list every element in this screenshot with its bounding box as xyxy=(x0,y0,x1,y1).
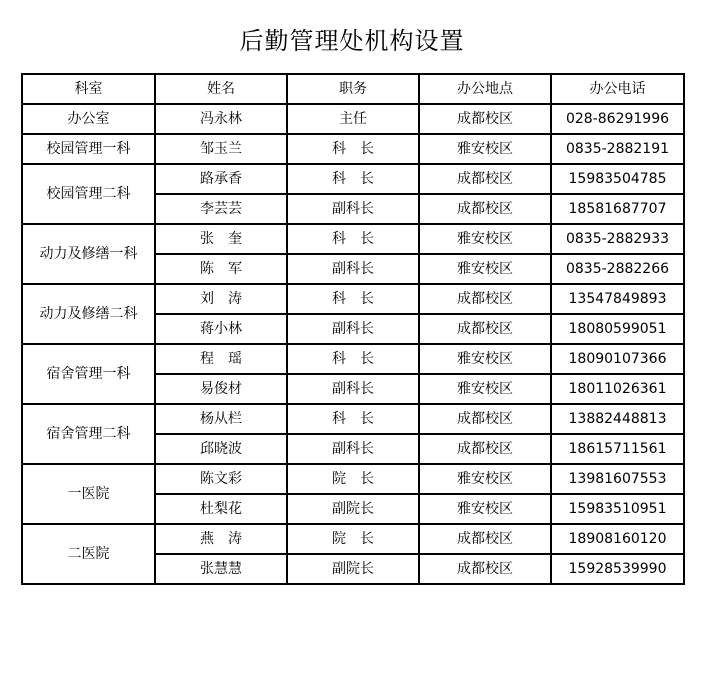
table-row xyxy=(22,104,684,134)
location-cell: 雅安校区 xyxy=(419,464,551,494)
department-cell: 动力及修缮一科 xyxy=(22,224,155,284)
name-cell: 杜梨花 xyxy=(155,494,287,524)
header-row xyxy=(22,74,684,104)
phone-cell: 13882448813 xyxy=(551,404,684,434)
department-cell: 校园管理二科 xyxy=(22,164,155,224)
department-cell: 办公室 xyxy=(22,104,155,134)
location-cell: 雅安校区 xyxy=(419,224,551,254)
department-cell: 宿舍管理二科 xyxy=(22,404,155,464)
location-cell: 雅安校区 xyxy=(419,374,551,404)
table-row xyxy=(22,164,684,194)
location-cell: 雅安校区 xyxy=(419,254,551,284)
table-row xyxy=(22,344,684,374)
name-cell: 冯永林 xyxy=(155,104,287,134)
phone-cell: 18908160120 xyxy=(551,524,684,554)
name-cell: 蒋小林 xyxy=(155,314,287,344)
role-cell: 副院长 xyxy=(287,554,419,584)
table-header xyxy=(22,74,684,104)
phone-cell: 15983504785 xyxy=(551,164,684,194)
location-cell: 成都校区 xyxy=(419,404,551,434)
header-location: 办公地点 xyxy=(419,74,551,104)
table-row xyxy=(22,134,684,164)
phone-cell: 18080599051 xyxy=(551,314,684,344)
location-cell: 雅安校区 xyxy=(419,344,551,374)
name-cell: 易俊材 xyxy=(155,374,287,404)
name-cell: 陈文彩 xyxy=(155,464,287,494)
header-phone: 办公电话 xyxy=(551,74,684,104)
name-cell: 路承香 xyxy=(155,164,287,194)
role-cell: 科 长 xyxy=(287,284,419,314)
location-cell: 成都校区 xyxy=(419,434,551,464)
role-cell: 科 长 xyxy=(287,164,419,194)
header-role: 职务 xyxy=(287,74,419,104)
page-title: 后勤管理处机构设置 xyxy=(239,27,465,55)
location-cell: 成都校区 xyxy=(419,314,551,344)
name-cell: 张 奎 xyxy=(155,224,287,254)
department-cell: 宿舍管理一科 xyxy=(22,344,155,404)
org-table xyxy=(21,73,685,585)
phone-cell: 0835-2882933 xyxy=(551,224,684,254)
role-cell: 科 长 xyxy=(287,404,419,434)
name-cell: 邹玉兰 xyxy=(155,134,287,164)
table-row xyxy=(22,284,684,314)
name-cell: 程 瑶 xyxy=(155,344,287,374)
header-department: 科室 xyxy=(22,74,155,104)
location-cell: 成都校区 xyxy=(419,284,551,314)
phone-cell: 15983510951 xyxy=(551,494,684,524)
phone-cell: 0835-2882266 xyxy=(551,254,684,284)
table-row xyxy=(22,404,684,434)
role-cell: 科 长 xyxy=(287,344,419,374)
location-cell: 雅安校区 xyxy=(419,494,551,524)
phone-cell: 18090107366 xyxy=(551,344,684,374)
phone-cell: 13547849893 xyxy=(551,284,684,314)
name-cell: 燕 涛 xyxy=(155,524,287,554)
table-row xyxy=(22,224,684,254)
role-cell: 科 长 xyxy=(287,224,419,254)
location-cell: 成都校区 xyxy=(419,194,551,224)
location-cell: 成都校区 xyxy=(419,524,551,554)
phone-cell: 0835-2882191 xyxy=(551,134,684,164)
table-row xyxy=(22,464,684,494)
role-cell: 科 长 xyxy=(287,134,419,164)
phone-cell: 18615711561 xyxy=(551,434,684,464)
location-cell: 雅安校区 xyxy=(419,134,551,164)
department-cell: 二医院 xyxy=(22,524,155,584)
name-cell: 陈 军 xyxy=(155,254,287,284)
location-cell: 成都校区 xyxy=(419,164,551,194)
role-cell: 副科长 xyxy=(287,374,419,404)
department-cell: 校园管理一科 xyxy=(22,134,155,164)
role-cell: 副科长 xyxy=(287,314,419,344)
role-cell: 副科长 xyxy=(287,434,419,464)
phone-cell: 18011026361 xyxy=(551,374,684,404)
name-cell: 杨从栏 xyxy=(155,404,287,434)
role-cell: 院 长 xyxy=(287,524,419,554)
department-cell: 动力及修缮二科 xyxy=(22,284,155,344)
table-row xyxy=(22,524,684,554)
role-cell: 副科长 xyxy=(287,194,419,224)
department-cell: 一医院 xyxy=(22,464,155,524)
name-cell: 邱晓波 xyxy=(155,434,287,464)
name-cell: 李芸芸 xyxy=(155,194,287,224)
location-cell: 成都校区 xyxy=(419,554,551,584)
table-body xyxy=(22,104,684,584)
role-cell: 院 长 xyxy=(287,464,419,494)
location-cell: 成都校区 xyxy=(419,104,551,134)
role-cell: 副院长 xyxy=(287,494,419,524)
header-name: 姓名 xyxy=(155,74,287,104)
phone-cell: 028-86291996 xyxy=(551,104,684,134)
role-cell: 主任 xyxy=(287,104,419,134)
role-cell: 副科长 xyxy=(287,254,419,284)
phone-cell: 13981607553 xyxy=(551,464,684,494)
phone-cell: 15928539990 xyxy=(551,554,684,584)
name-cell: 张慧慧 xyxy=(155,554,287,584)
name-cell: 刘 涛 xyxy=(155,284,287,314)
phone-cell: 18581687707 xyxy=(551,194,684,224)
